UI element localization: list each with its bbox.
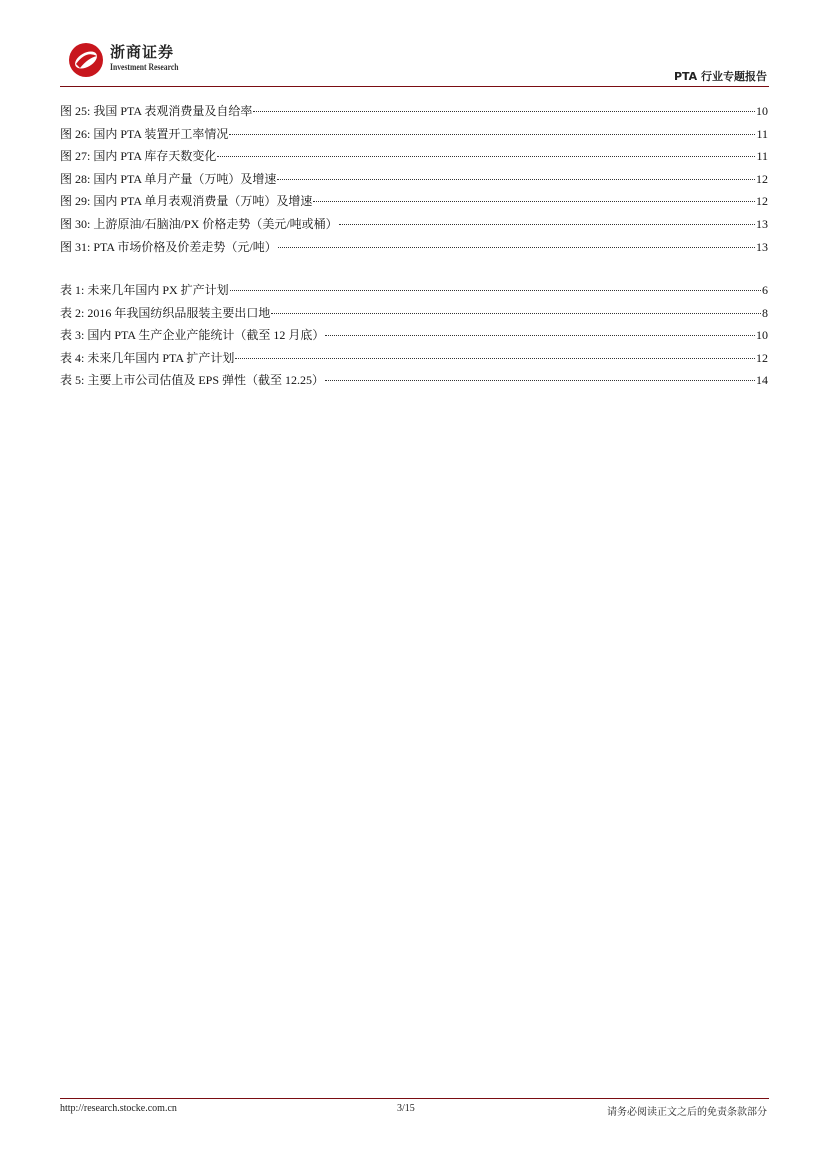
dot-leader <box>235 358 755 359</box>
toc-entry-page: 12 <box>756 194 768 209</box>
toc-entry-label: 图 29: 国内 PTA 单月表观消费量（万吨）及增速 <box>60 194 313 209</box>
dot-leader <box>217 156 755 157</box>
toc-entry-page: 11 <box>756 126 768 141</box>
brand-name-cn: 浙商证券 <box>110 43 175 61</box>
table-list <box>60 281 768 394</box>
toc-entry-label: 图 28: 国内 PTA 单月产量（万吨）及增速 <box>60 171 277 186</box>
toc-entry-label: 表 5: 主要上市公司估值及 EPS 弹性（截至 12.25） <box>60 373 325 388</box>
figure-list <box>60 102 768 260</box>
toc-entry-label: 图 26: 国内 PTA 装置开工率情况 <box>60 126 229 141</box>
toc-entry-page: 11 <box>756 149 768 164</box>
logo-emblem-icon <box>64 38 108 78</box>
table-toc-entry[interactable] <box>60 326 768 349</box>
dot-leader <box>277 179 755 180</box>
toc-entry-label: 图 30: 上游原油/石脑油/PX 价格走势（美元/吨或桶） <box>60 216 338 231</box>
dot-leader <box>253 111 755 112</box>
report-title: PTA 行业专题报告 <box>673 70 767 83</box>
header-divider <box>60 86 769 87</box>
toc-entry-page: 8 <box>762 305 768 320</box>
dot-leader <box>271 313 761 314</box>
toc-entry-label: 表 2: 2016 年我国纺织品服装主要出口地 <box>60 305 271 320</box>
disclaimer-note: 请务必阅读正文之后的免责条款部分 <box>607 1107 767 1118</box>
dot-leader <box>325 335 755 336</box>
table-toc-entry[interactable] <box>60 304 768 327</box>
footer-url-link[interactable]: http://research.stocke.com.cn <box>60 1103 177 1114</box>
toc-entry-label: 图 25: 我国 PTA 表观消费量及自给率 <box>60 104 253 118</box>
toc-entry-label: 图 27: 国内 PTA 库存天数变化 <box>60 149 217 164</box>
dot-leader <box>325 380 755 381</box>
footer-divider <box>60 1098 769 1099</box>
brand-name-en: Investment Research <box>110 62 179 72</box>
toc-entry-label: 表 1: 未来几年国内 PX 扩产计划 <box>60 283 229 297</box>
table-toc-entry[interactable] <box>60 371 768 394</box>
page-number: 3/15 <box>397 1103 415 1114</box>
table-toc-entry[interactable] <box>60 349 768 372</box>
toc-entry-page: 6 <box>762 283 768 297</box>
figure-toc-entry[interactable] <box>60 147 768 170</box>
dot-leader <box>229 134 755 135</box>
toc-entry-page: 13 <box>756 239 768 254</box>
toc-entry-label: 图 31: PTA 市场价格及价差走势（元/吨） <box>60 239 277 254</box>
dot-leader <box>230 290 761 291</box>
toc-entry-page: 10 <box>756 328 768 343</box>
toc-entry-page: 12 <box>756 350 768 365</box>
toc-entry-page: 14 <box>756 373 768 388</box>
figure-toc-entry[interactable] <box>60 215 768 238</box>
toc-entry-page: 12 <box>756 171 768 186</box>
dot-leader <box>313 201 755 202</box>
figure-toc-entry[interactable] <box>60 192 768 215</box>
figure-toc-entry[interactable] <box>60 238 768 261</box>
figure-toc-entry[interactable] <box>60 125 768 148</box>
figure-toc-entry[interactable] <box>60 102 768 125</box>
figure-toc-entry[interactable] <box>60 170 768 193</box>
toc-entry-page: 13 <box>756 216 768 231</box>
dot-leader <box>339 224 755 225</box>
toc-entry-label: 表 3: 国内 PTA 生产企业产能统计（截至 12 月底） <box>60 328 325 343</box>
toc-entry-page: 10 <box>756 104 768 118</box>
table-toc-entry[interactable] <box>60 281 768 304</box>
toc-entry-label: 表 4: 未来几年国内 PTA 扩产计划 <box>60 350 235 365</box>
company-logo <box>64 38 182 82</box>
dot-leader <box>278 247 755 248</box>
